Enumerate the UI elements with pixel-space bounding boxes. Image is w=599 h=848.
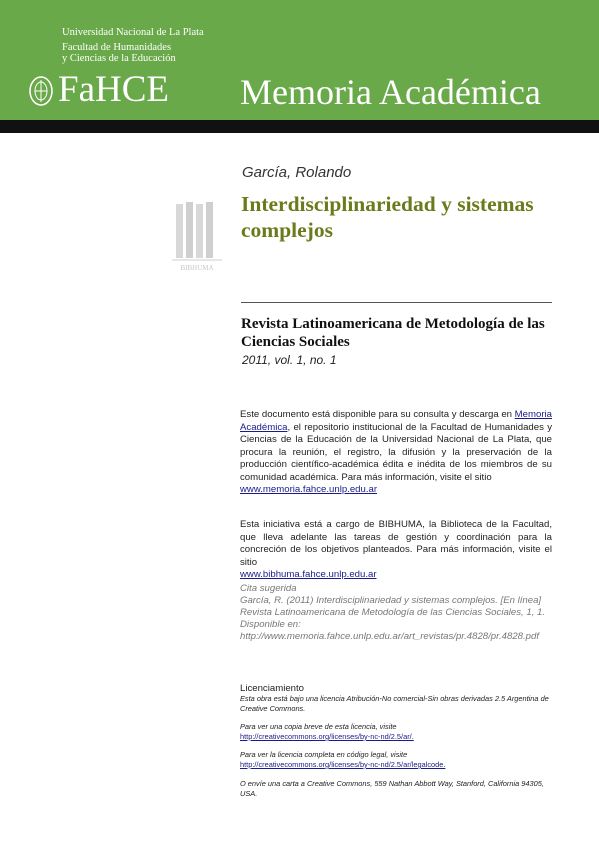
faculty-name-line1: Facultad de Humanidades: [62, 42, 172, 53]
title-divider: [241, 302, 552, 303]
license-text: Esta obra está bajo una licencia Atribución-No comercial-Sin obras derivadas 2.5 Argentina de Creative Commons.: [240, 694, 549, 713]
license-legal-block: [240, 750, 552, 770]
license-copy-block: [240, 722, 552, 742]
repository-title: Memoria Académica: [240, 72, 541, 112]
availability-text-start: Este documento está disponible para su consulta y descarga en: [240, 409, 515, 420]
document-author: García, Rolando: [242, 164, 352, 181]
license-label: Licenciamiento: [240, 683, 304, 694]
fahce-logo-text: FaHCE: [58, 69, 169, 110]
journal-volume: 2011, vol. 1, no. 1: [242, 353, 337, 367]
citation-text: García, R. (2011) Interdisciplinariedad y sistemas complejos. [En línea] Revista Latinoamericana de Metodología de las Ciencias Sociales, 1, 1. Disponible en: http://www.memoria.fahce.unlp.edu.ar/art_revistas/pr.4828/pr.4828.pdf: [240, 595, 546, 642]
memoria-url-link[interactable]: www.memoria.fahce.unlp.edu.ar: [240, 484, 378, 495]
license-copy-link[interactable]: http://creativecommons.org/licenses/by-nc-nd/2.5/ar/.: [240, 732, 414, 741]
license-legal-label: Para ver la licencia completa en código legal, visite: [240, 750, 408, 759]
license-copy-label: Para ver una copia breve de esta licencia, visite: [240, 722, 397, 731]
faculty-name-line2: y Ciencias de la Educación: [62, 53, 176, 64]
availability-paragraph: [240, 409, 552, 497]
journal-name: Revista Latinoamericana de Metodología de las Ciencias Sociales: [241, 316, 545, 350]
document-title: Interdisciplinariedad y sistemas complejos: [241, 192, 534, 242]
license-legal-link[interactable]: http://creativecommons.org/licenses/by-nc-nd/2.5/ar/legalcode.: [240, 760, 446, 769]
memoria-academica-link[interactable]: Memoria Académica: [240, 409, 552, 433]
suggested-citation: [240, 583, 552, 643]
bibhuma-text: Esta iniciativa está a cargo de BIBHUMA, la Biblioteca de la Facultad, que lleva adelante las tareas de gestión y coordinación para la concreción de los objetivos planteados. Para más información, visite el sitio: [240, 519, 552, 568]
license-mail-text: O envíe una carta a Creative Commons, 559 Nathan Abbott Way, Stanford, California 94305, USA.: [240, 779, 544, 798]
repository-header: [0, 0, 599, 120]
availability-text-end: , el repositorio institucional de la Facultad de Humanidades y Ciencias de la Educación de la Universidad Nacional de La Plata, que procura la reunión, el registro, la difusión y la preservación de la producción científico-académica édita e inédita de los miembros de su comunidad académica. Para más información, visite el sitio: [240, 421, 552, 483]
bibhuma-caption: BIBHUMA: [180, 264, 214, 272]
bibhuma-url-link[interactable]: www.bibhuma.fahce.unlp.edu.ar: [240, 569, 377, 580]
citation-label: Cita sugerida: [240, 583, 297, 594]
header-divider-bar: [0, 120, 599, 133]
bibhuma-books-icon: [170, 198, 226, 276]
university-seal-icon: [28, 74, 54, 108]
bibhuma-paragraph: [240, 519, 552, 582]
university-name: Universidad Nacional de La Plata: [62, 27, 204, 38]
